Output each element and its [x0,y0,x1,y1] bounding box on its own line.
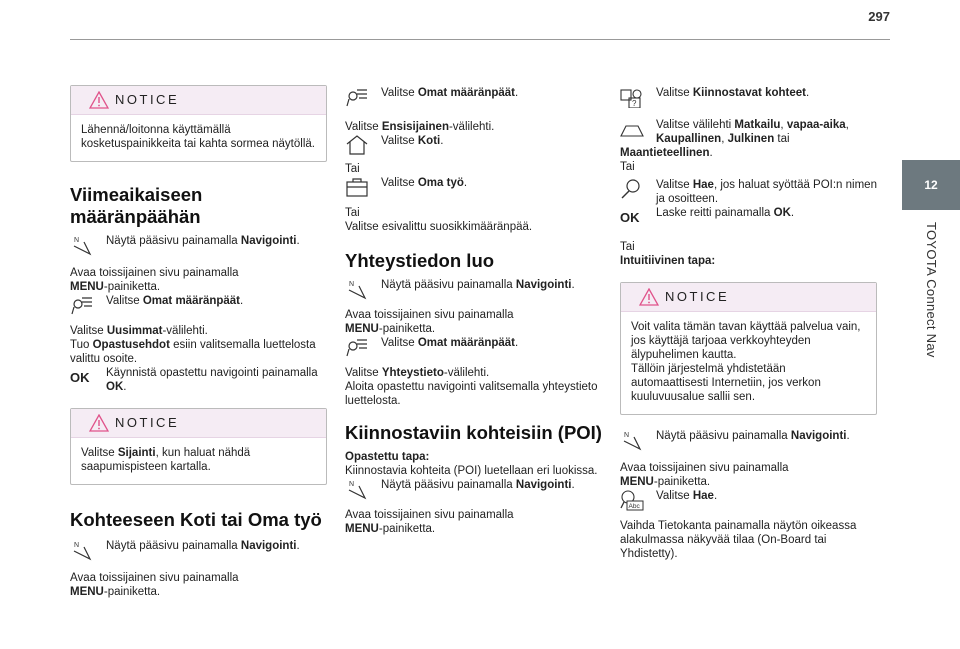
notice-box [70,85,327,162]
step-row: Abc Valitse Hae. [620,489,877,511]
step-text: Avaa toissijainen sivu painamalla MENU-painiketta. [70,572,239,598]
svg-text:N: N [624,432,630,439]
svg-text:N: N [74,542,80,549]
column-1 [70,85,327,599]
destinations-icon [345,336,369,358]
briefcase-icon [345,176,369,198]
ok-button-icon: OK [70,370,90,385]
notice-text: Valitse Sijainti, kun haluat nähdä saapumispisteen kartalla. [81,447,251,473]
navigation-icon [620,429,644,451]
home-icon [345,134,369,156]
search-abc-icon [620,489,644,511]
step-text: Valitse Uusimmat-välilehti. Tuo Opastusehdot esiin valitsemalla luettelosta valittu osoite. [70,325,316,365]
or-text: Tai [345,163,360,175]
step-text: Avaa toissijainen sivu painamalla MENU-painiketta. [345,309,514,335]
section-heading: Kohteeseen Koti tai Oma työ [70,509,322,530]
step-row: Valitse Omat määränpäät. [345,86,602,108]
step-row: OK Laske reitti painamalla OK. [620,207,795,225]
poi-icon [620,86,644,108]
step-row: N Näytä pääsivu painamalla Navigointi. [620,429,877,451]
step-text: Avaa toissijainen sivu painamalla MENU-painiketta. [620,462,789,488]
warning-icon [89,91,109,109]
step-row: N Näytä pääsivu painamalla Navigointi. [345,478,602,500]
step-text: Maantieteellinen. Tai [620,147,713,173]
step-row: ? Valitse Kiinnostavat kohteet. [620,86,877,116]
navigation-icon [345,278,369,300]
destinations-icon [345,86,369,108]
step-text: Avaa toissijainen sivu painamalla MENU-painiketta. [70,267,239,293]
svg-text:Abc: Abc [628,503,640,510]
step-row: Valitse Omat määränpäät. [70,294,327,316]
warning-icon [639,288,659,306]
step-text: Valitse Yhteystieto-välilehti. Aloita opastettu navigointi valitsemalla yhteystieto luettelosta. [345,367,598,407]
ok-button-icon: OK [620,210,640,225]
notice-text: Lähennä/loitonna käyttämällä kosketuspainikkeita tai kahta sormea näytöllä. [81,124,315,150]
step-row: Valitse Oma työ. [345,176,602,198]
search-icon [620,178,644,200]
navigation-icon [70,539,94,561]
section-heading: Yhteystiedon luo [345,250,495,271]
column-3 [620,86,877,561]
page-number: 297 [868,9,890,24]
step-row: Valitse Omat määränpäät. [345,336,602,358]
notice-box [620,282,877,415]
step-text: Avaa toissijainen sivu painamalla MENU-painiketta. [345,509,514,535]
svg-text:N: N [74,237,80,244]
svg-text:N: N [349,281,355,288]
step-text: Vaihda Tietokanta painamalla näytön oikeassa alakulmassa näkyvää tilaa (On-Board tai Yhdistetty). [620,520,857,560]
navigation-icon [70,234,94,256]
step-text: Tai Valitse esivalittu suosikkimääränpää. [345,207,533,233]
step-row: OK Käynnistä opastettu navigointi painamalla OK. [70,367,318,393]
chapter-label: TOYOTA Connect Nav [924,222,939,358]
navigation-icon [345,478,369,500]
step-text: Tai Intuitiivinen tapa: [620,241,716,267]
step-row: N Näytä pääsivu painamalla Navigointi. [345,278,602,300]
step-text: Valitse Ensisijainen-välilehti. [345,121,495,133]
svg-text:N: N [349,481,355,488]
step-row: N Näytä pääsivu painamalla Navigointi. [70,539,327,561]
notice-text: Voit valita tämän tavan käyttää palvelua vain, jos käyttäjä tarjoaa verkkoyhteyden älypuhelimen kautta. Tällöin järjestelmä yhdistetään automaattisesti Internetiin, jos verkon kuuluvuusalue sallii sen. [631,321,861,403]
section-heading: Kiinnostaviin kohteisiin (POI) [345,422,602,443]
chapter-tab: 12 [902,160,960,210]
step-text: Opastettu tapa: Kiinnostavia kohteita (POI) luetellaan eri luokissa. [345,451,598,477]
svg-text:?: ? [632,99,637,108]
header-divider [70,39,890,40]
destinations-icon [70,294,94,316]
section-heading: Viimeaikaiseen määränpäähän [70,184,203,227]
tab-icon [620,118,644,140]
column-2 [345,86,602,536]
notice-title: NOTICE [115,92,180,107]
notice-title: NOTICE [115,415,180,430]
step-row: Valitse Hae, jos haluat syöttää POI:n nimen ja osoitteen. [620,178,877,206]
step-row: Valitse välilehti Matkailu, vapaa-aika, Kaupallinen, Julkinen tai [620,118,877,146]
warning-icon [89,414,109,432]
notice-box [70,408,327,485]
notice-title: NOTICE [665,289,730,304]
step-row: N Näytä pääsivu painamalla Navigointi. [70,234,327,256]
step-row: Valitse Koti. [345,134,602,156]
